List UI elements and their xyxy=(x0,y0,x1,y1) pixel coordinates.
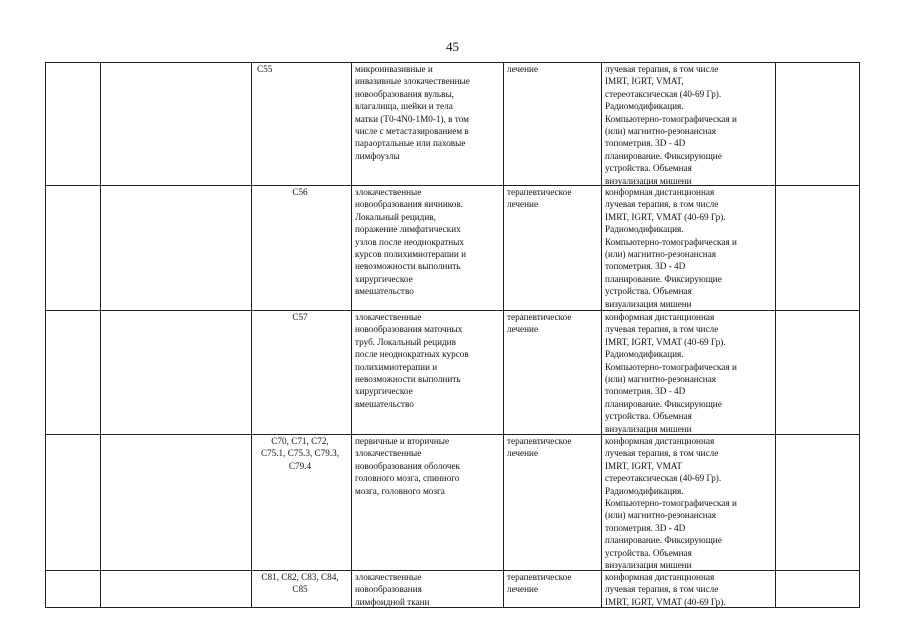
diagnosis-cell: микроинвазивные и инвазивные злокачественные новообразования вульвы, влагалища, шейки и тела матки (T0-4N0-1M0-1), в том числе с метастазированием в параортальные или паховые лимфоузлы xyxy=(355,64,470,161)
treatment-type-cell: терапевтическое лечение xyxy=(507,436,572,459)
page-number: 45 xyxy=(446,39,459,54)
icd-code-cell: C70, C71, C72, C75.1, C75.3, C79.3, C79.4 xyxy=(260,436,340,471)
icd-code-cell: C57 xyxy=(292,312,308,322)
treatment-method-cell: конформная дистанционная лучевая терапия, в том числе IMRT, IGRT, VMAT (40-69 Гр). Радиомодификация. Компьютерно-томографическая и (или) магнитно-резонансная топометрия. 3D - 4D планирование. Фиксирующие устройства. Объемная визуализация мишени xyxy=(605,312,737,434)
treatment-table xyxy=(45,62,860,608)
table-row xyxy=(46,186,859,311)
treatment-method-cell: конформная дистанционная лучевая терапия, в том числе IMRT, IGRT, VMAT (40-69 Гр). xyxy=(605,572,726,607)
icd-code-cell: C81, C82, C83, C84, C85 xyxy=(261,572,339,595)
treatment-method-cell: конформная дистанционная лучевая терапия, в том числе IMRT, IGRT, VMAT стереотаксическая (40-69 Гр). Радиомодификация. Компьютерно-томографическая и (или) магнитно-резонансная топометрия. 3D - 4D планирование. Фиксирующие устройства. Объемная визуализация мишени xyxy=(605,436,737,571)
treatment-type-cell: лечение xyxy=(507,64,539,74)
diagnosis-cell: злокачественные новообразования яичников. Локальный рецидив, поражение лимфатических узлов после неоднократных курсов полихимиотерапии и невозможности выполнить хирургическое вмешательство xyxy=(355,187,467,297)
treatment-method-cell: лучевая терапия, в том числе IMRT, IGRT, VMAT, стереотаксическая (40-69 Гр). Радиомодификация. Компьютерно-томографическая и (или) магнитно-резонансная топометрия. 3D - 4D планирование. Фиксирующие устройства. Объемная визуализация мишени xyxy=(605,64,737,186)
treatment-method-cell: конформная дистанционная лучевая терапия, в том числе IMRT, IGRT, VMAT (40-69 Гр). Радиомодификация. Компьютерно-томографическая и (или) магнитно-резонансная топометрия. 3D - 4D планирование. Фиксирующие устройства. Объемная визуализация мишени xyxy=(605,187,737,309)
icd-code-cell: C55 xyxy=(257,64,273,74)
icd-code-cell: C56 xyxy=(292,187,308,197)
treatment-type-cell: терапевтическое лечение xyxy=(507,187,572,210)
diagnosis-cell: злокачественные новообразования маточных труб. Локальный рецидив после неоднократных курсов полихимиотерапии и невозможности выполнить хирургическое вмешательство xyxy=(355,312,469,409)
treatment-type-cell: терапевтическое лечение xyxy=(507,572,572,595)
diagnosis-cell: злокачественные новообразования лимфоидной ткани xyxy=(355,572,430,607)
diagnosis-cell: первичные и вторичные злокачественные новообразования оболочек головного мозга, спинного мозга, головного мозга xyxy=(355,436,460,496)
table-row xyxy=(46,63,859,186)
table-row xyxy=(46,435,859,571)
table-row xyxy=(46,311,859,435)
treatment-type-cell: терапевтическое лечение xyxy=(507,312,572,335)
table-row xyxy=(46,571,859,608)
